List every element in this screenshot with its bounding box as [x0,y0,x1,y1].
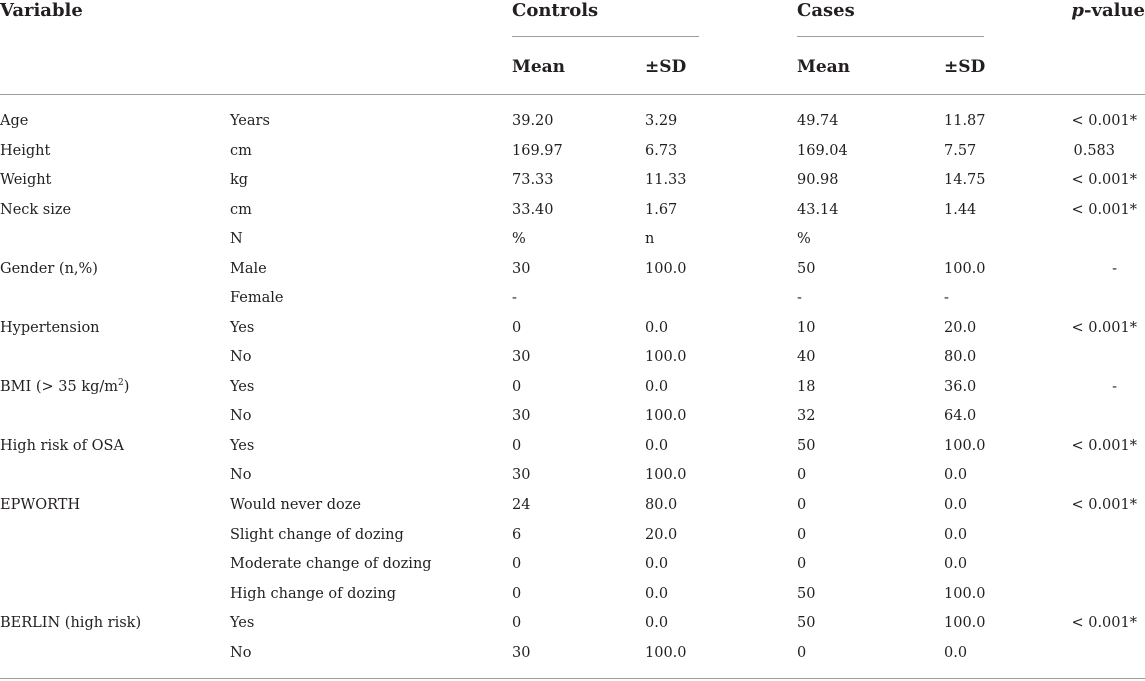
bmi-superscript: 2 [118,378,124,389]
cell-controls-b: 0.0 [645,379,669,395]
cell-subcategory: Yes [230,320,255,336]
cell-variable [0,373,129,402]
table-row [0,255,1145,284]
cell-controls-b: 20.0 [645,527,678,543]
cell-p-value: < 0.001* [1071,202,1137,218]
cell-cases-b: 14.75 [944,172,986,188]
cell-cases-b: 11.87 [944,113,986,129]
cell-cases-a: 169.04 [797,143,848,159]
cell-controls-a: 0 [512,379,522,395]
cell-subcategory: Years [230,113,270,129]
cell-cases-b: 64.0 [944,408,977,424]
cell-cases-a: 0 [797,645,807,661]
cell-controls-a: 39.20 [512,113,554,129]
table-row [0,343,1145,372]
header-bottom-rule [0,94,1145,95]
cell-controls-b: 0.0 [645,586,669,602]
cell-variable: Hypertension [0,320,100,336]
cell-variable: BERLIN (high risk) [0,615,142,631]
cell-controls-b: 100.0 [645,645,687,661]
table-row [0,461,1145,490]
cell-cases-b: 7.57 [944,143,977,159]
cell-controls-a: 0 [512,320,522,336]
cell-cases-b: 0.0 [944,497,968,513]
cell-cases-b: 0.0 [944,645,968,661]
cell-controls-a: 6 [512,527,522,543]
cell-controls-b: n [645,231,655,247]
cell-p-value: - [1112,261,1117,277]
cell-cases-a: 50 [797,438,816,454]
cell-subcategory: High change of dozing [230,586,397,602]
cell-cases-b: 80.0 [944,349,977,365]
cell-variable: Gender (n,%) [0,261,98,277]
cell-cases-a: 0 [797,527,807,543]
table-row [0,580,1145,609]
cell-cases-a: 18 [797,379,816,395]
cell-controls-b: 80.0 [645,497,678,513]
cell-cases-a: - [797,290,802,306]
header-variable: Variable [0,0,83,21]
cell-controls-b: 11.33 [645,172,687,188]
table-row [0,521,1145,550]
cell-controls-a: 73.33 [512,172,554,188]
cell-controls-a: 0 [512,438,522,454]
header-cases-mean: Mean [797,57,851,77]
cell-controls-a: 30 [512,408,531,424]
cell-p-value: < 0.001* [1071,497,1137,513]
cell-cases-a: 50 [797,586,816,602]
cell-controls-a: 0 [512,615,522,631]
cell-p-value: < 0.001* [1071,438,1137,454]
cell-subcategory: No [230,467,252,483]
cell-cases-a: 0 [797,556,807,572]
cell-controls-a: 169.97 [512,143,563,159]
cell-controls-b: 1.67 [645,202,678,218]
cell-p-value: < 0.001* [1071,113,1137,129]
table-row [0,432,1145,461]
cell-controls-b: 3.29 [645,113,678,129]
cell-controls-a: 0 [512,556,522,572]
cell-cases-a: 0 [797,497,807,513]
table-row [0,373,1145,402]
cell-cases-a: 0 [797,467,807,483]
cell-subcategory: Slight change of dozing [230,527,404,543]
table-row [0,196,1145,225]
table-row [0,402,1145,431]
cell-cases-a: 32 [797,408,816,424]
header-cases-sd: ±SD [944,57,986,77]
cell-cases-a: 10 [797,320,816,336]
cell-cases-b: 36.0 [944,379,977,395]
cell-subcategory: No [230,349,252,365]
cell-controls-a: - [512,290,517,306]
table-row [0,491,1145,520]
table-row [0,284,1145,313]
cell-cases-b: 1.44 [944,202,977,218]
cell-subcategory: Yes [230,615,255,631]
cell-p-value: 0.583 [1073,143,1115,159]
cell-variable: High risk of OSA [0,438,124,454]
cell-controls-a: 24 [512,497,531,513]
cell-controls-b: 0.0 [645,615,669,631]
header-p-rest: -value [1084,0,1145,21]
header-controls-mean: Mean [512,57,566,77]
cell-controls-b: 0.0 [645,320,669,336]
cell-controls-b: 0.0 [645,556,669,572]
cell-subcategory: N [230,231,243,247]
cell-cases-a: 43.14 [797,202,839,218]
cell-controls-a: 30 [512,349,531,365]
table-row [0,107,1145,136]
header-controls: Controls [512,0,599,21]
cell-cases-a: % [797,231,811,247]
cell-controls-a: 33.40 [512,202,554,218]
header-p-value [1071,0,1145,22]
cell-subcategory: cm [230,202,252,218]
cell-subcategory: Yes [230,379,255,395]
cell-cases-a: 40 [797,349,816,365]
cell-cases-b: - [944,290,949,306]
cell-cases-b: 100.0 [944,586,986,602]
cell-cases-b: 0.0 [944,527,968,543]
cell-controls-a: 30 [512,261,531,277]
cell-variable: Height [0,143,51,159]
table-row [0,166,1145,195]
bmi-label-end: ) [123,379,130,395]
cell-controls-b: 6.73 [645,143,678,159]
cell-p-value: < 0.001* [1071,172,1137,188]
cell-cases-b: 0.0 [944,556,968,572]
cell-subcategory: kg [230,172,249,188]
cell-controls-b: 100.0 [645,467,687,483]
cell-cases-b: 100.0 [944,438,986,454]
cell-controls-a: 0 [512,586,522,602]
cell-cases-a: 49.74 [797,113,839,129]
cell-controls-b: 100.0 [645,261,687,277]
cell-cases-a: 50 [797,261,816,277]
cell-variable: Neck size [0,202,72,218]
table-row [0,550,1145,579]
cell-controls-a: 30 [512,467,531,483]
cell-cases-a: 90.98 [797,172,839,188]
cell-subcategory: No [230,408,252,424]
table-row [0,314,1145,343]
cell-cases-b: 100.0 [944,615,986,631]
cell-subcategory: No [230,645,252,661]
table-row [0,639,1145,668]
cell-controls-a: % [512,231,526,247]
cell-controls-b: 100.0 [645,408,687,424]
cell-controls-a: 30 [512,645,531,661]
cell-p-value: < 0.001* [1071,320,1137,336]
controls-group-rule [512,36,699,37]
cell-cases-a: 50 [797,615,816,631]
table-row [0,225,1145,254]
cell-subcategory: cm [230,143,252,159]
cell-cases-b: 0.0 [944,467,968,483]
cell-p-value: < 0.001* [1071,615,1137,631]
cell-variable: EPWORTH [0,497,81,513]
header-cases: Cases [797,0,855,21]
cell-cases-b: 100.0 [944,261,986,277]
cell-variable: Age [0,113,29,129]
table-bottom-rule [0,678,1145,679]
cell-subcategory: Female [230,290,284,306]
cell-p-value: - [1112,379,1117,395]
cell-subcategory: Would never doze [230,497,361,513]
cell-subcategory: Moderate change of dozing [230,556,432,572]
header-controls-sd: ±SD [645,57,687,77]
cell-variable: Weight [0,172,52,188]
cell-subcategory: Yes [230,438,255,454]
cases-group-rule [797,36,984,37]
header-p-italic: p [1071,0,1085,21]
cell-controls-b: 100.0 [645,349,687,365]
table-row [0,609,1145,638]
cell-subcategory: Male [230,261,267,277]
cell-controls-b: 0.0 [645,438,669,454]
bmi-label: BMI (> 35 kg/m [0,379,119,395]
table-row [0,137,1145,166]
cell-cases-b: 20.0 [944,320,977,336]
